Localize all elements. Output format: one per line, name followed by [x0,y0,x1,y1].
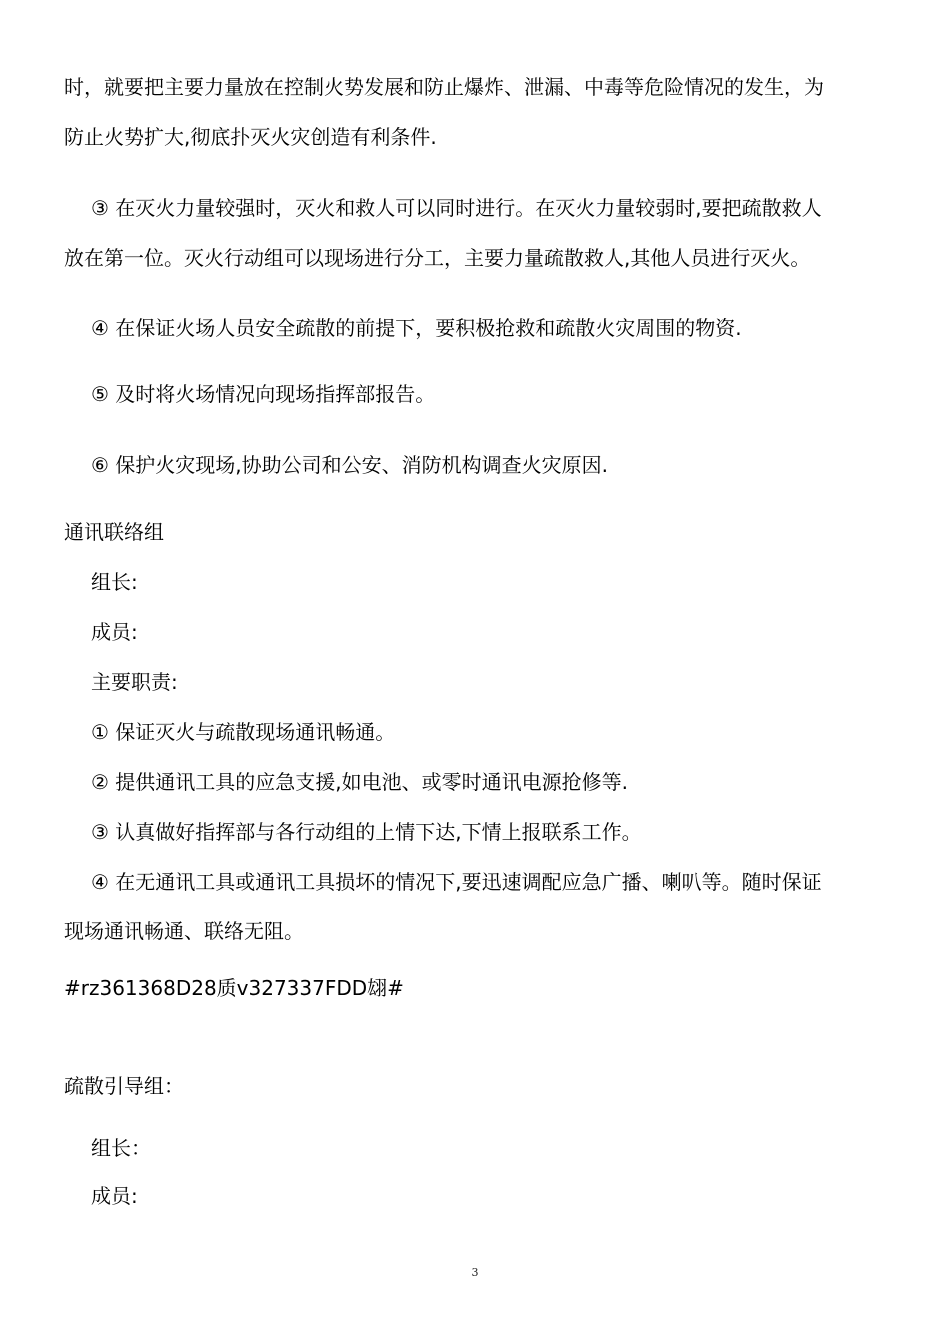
leader-label: 组长: [91,570,138,594]
duty-item-4-continuation: 现场通讯畅通、联络无阻。 [64,919,304,943]
section-title-evacuation: 疏散引导组： [64,1074,184,1098]
list-item-5: ⑤ 及时将火场情况向现场指挥部报告。 [91,382,436,406]
code-text: #rz361368D28质v327337FDD翃# [64,976,404,1000]
list-item-3-continuation: 放在第一位。灭火行动组可以现场进行分工，主要力量疏散救人,其他人员进行灭火。 [64,246,811,270]
evacuation-members-label: 成员: [91,1184,138,1208]
duty-item-4: ④ 在无通讯工具或通讯工具损坏的情况下,要迅速调配应急广播、喇叭等。随时保证 [91,870,822,894]
paragraph-line: 防止火势扩大,彻底扑灭火灾创造有利条件. [64,125,437,149]
duty-item-2: ② 提供通讯工具的应急支援,如电池、或零时通讯电源抢修等. [91,770,629,794]
list-item-6: ⑥ 保护火灾现场,协助公司和公安、消防机构调查火灾原因. [91,453,609,477]
list-item-4: ④ 在保证火场人员安全疏散的前提下，要积极抢救和疏散火灾周围的物资. [91,316,742,340]
section-title-communication: 通讯联络组 [64,520,164,544]
members-label: 成员: [91,620,138,644]
page-number: 3 [471,1266,479,1279]
list-item-3: ③ 在灭火力量较强时，灭火和救人可以同时进行。在灭火力量较弱时,要把疏散救人 [91,196,822,220]
evacuation-leader-label: 组长： [91,1136,151,1160]
duty-item-3: ③ 认真做好指挥部与各行动组的上情下达,下情上报联系工作。 [91,820,642,844]
duty-item-1: ① 保证灭火与疏散现场通讯畅通。 [91,720,396,744]
duties-label: 主要职责: [91,670,178,694]
paragraph-line: 时，就要把主要力量放在控制火势发展和防止爆炸、泄漏、中毒等危险情况的发生，为 [64,75,824,99]
